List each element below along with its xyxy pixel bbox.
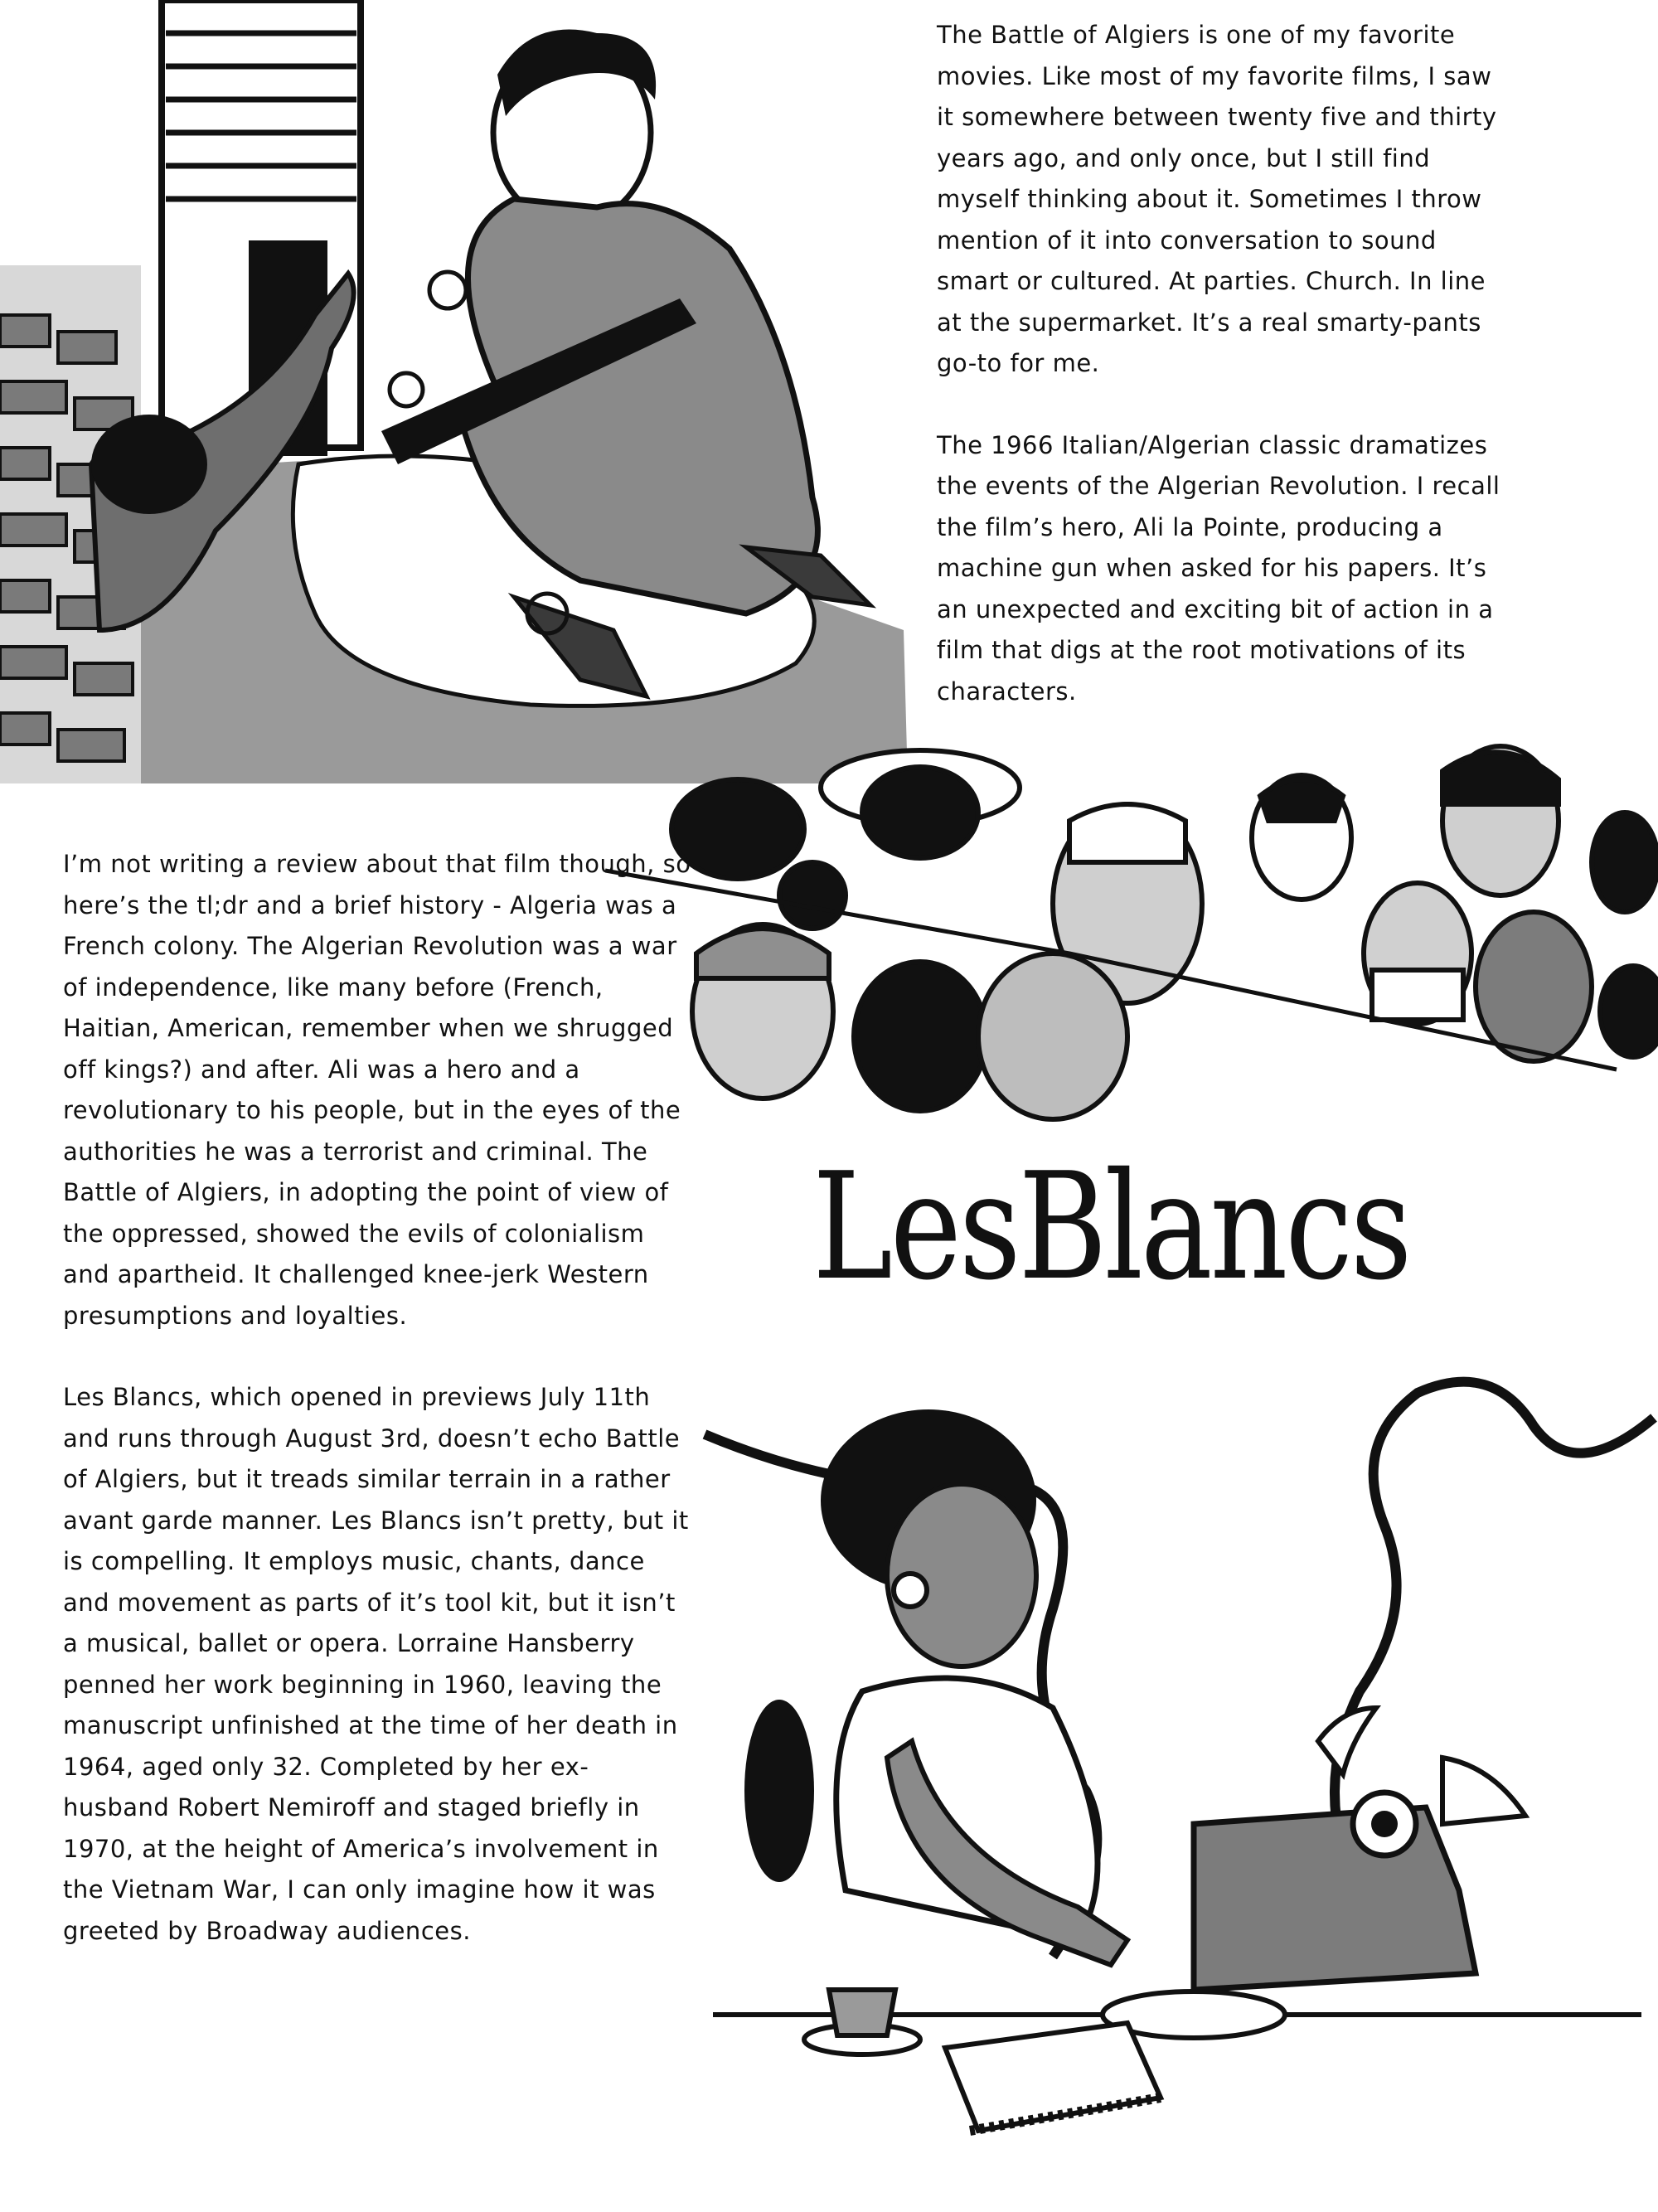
intro-paragraph-1: The Battle of Algiers is one of my favorite movies. Like most of my favorite films, I saw it somewhere between twenty five and thirty years ago, and only once, but I still find myself thinking about it. Sometimes I throw mention of it into conversation to sound smart or cultured. At parties. Church. In line at the supermarket. It’s a real smarty-pants go-to for me. [937, 21, 1497, 377]
writer-at-typewriter-illustration [696, 1360, 1658, 2212]
crowd-illustration [605, 738, 1658, 1128]
history-paragraph: I’m not writing a review about that film though, so here’s the tl;dr and a brief history - Algeria was a French colony. The Algerian Revolution was a war of independence, like many before (French, Haitian, American, remember when we shrugged off kings?) and after. Ali was a hero and a revolutionary to his people, but in the eyes of the authorities he was a terrorist and criminal. The Battle of Algiers, in adopting the point of view of the oppressed, showed the evils of colonialism and apartheid. It challenged knee-jerk Western presumptions and loyalties. [63, 850, 691, 1330]
history-text [63, 844, 693, 1952]
les-blancs-title: LesBlancs [812, 1141, 1410, 1312]
gunman-illustration [0, 0, 920, 783]
intro-paragraph-2: The 1966 Italian/Algerian classic dramatizes the events of the Algerian Revolution. I recall the film’s hero, Ali la Pointe, producing a machine gun when asked for his papers. It’s an unexpected and exciting bit of action in a film that digs at the root motivations of its characters. [937, 430, 1500, 706]
les-blancs-paragraph: Les Blancs, which opened in previews July 11th and runs through August 3rd, doesn’t echo Battle of Algiers, but it treads similar terrain in a rather avant garde manner. Les Blancs isn’t pretty, but it is compelling. It employs music, chants, dance and movement as parts of it’s tool kit, but it isn’t a musical, ballet or opera. Lorraine Hansberry penned her work beginning in 1960, leaving the manuscript unfinished at the time of her death in 1964, aged only 32. Completed by her ex-husband Robert Nemiroff and staged briefly in 1970, at the height of America’s involvement in the Vietnam War, I can only imagine how it was greeted by Broadway audiences. [63, 1383, 689, 1945]
intro-text [937, 15, 1509, 712]
